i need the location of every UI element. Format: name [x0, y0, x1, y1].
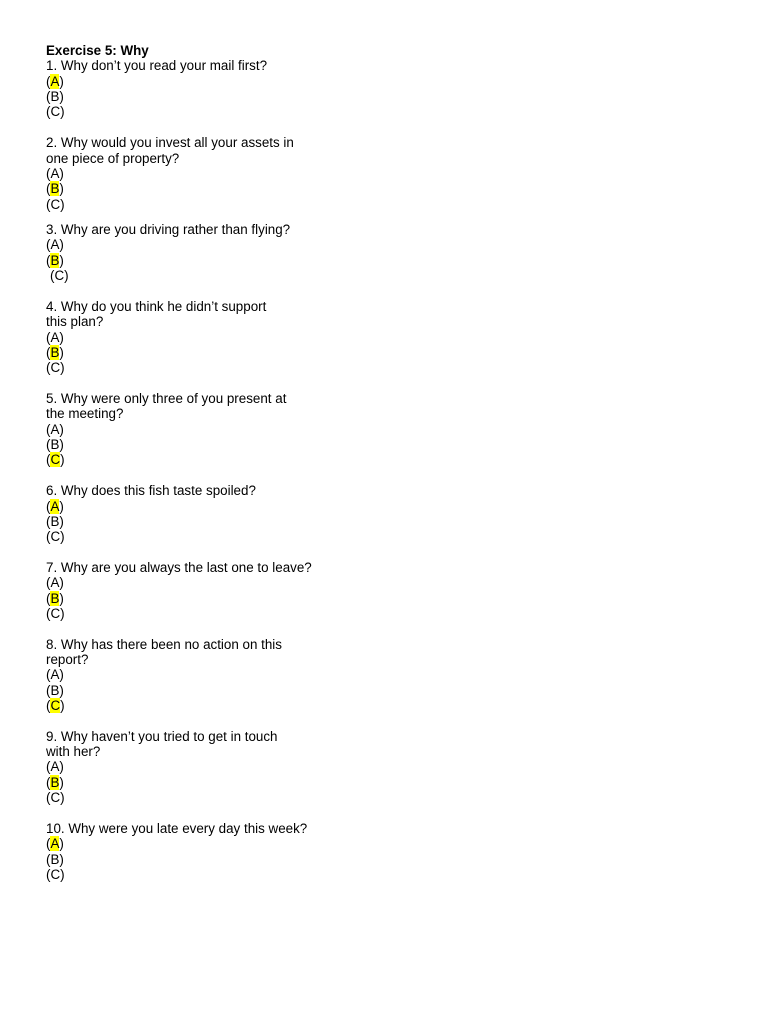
question-text: 7. Why are you always the last one to leave? [46, 560, 312, 576]
option-letter: A [50, 421, 60, 437]
option-letter: A [50, 165, 60, 181]
question-7 [46, 560, 746, 621]
option-letter: B [50, 682, 60, 698]
option-letter: A [50, 759, 60, 775]
option-letter-highlighted: B [50, 774, 60, 790]
answer-option-a: (A) [46, 498, 64, 514]
option-letter: A [50, 667, 60, 683]
answer-option-a: (A) [46, 836, 64, 852]
answer-option-c: (C) [50, 267, 69, 283]
question-6 [46, 483, 746, 544]
answer-option-b: (B) [46, 851, 64, 867]
answer-option-c: (C) [46, 606, 65, 622]
answer-option-a: (A) [46, 575, 64, 591]
answer-option-c: (C) [46, 529, 65, 545]
question-10 [46, 821, 746, 882]
answer-option-b: (B) [46, 513, 64, 529]
question-8 [46, 637, 746, 714]
answer-option-b: (B) [46, 252, 64, 268]
answer-option-b: (B) [46, 181, 64, 197]
option-letter-highlighted: B [50, 181, 60, 197]
answer-option-c: (C) [46, 452, 65, 468]
question-text: 2. Why would you invest all your assets in one piece of property? [46, 135, 294, 166]
option-letter: B [50, 437, 60, 453]
option-letter-highlighted: B [50, 590, 60, 606]
option-letter: A [50, 575, 60, 591]
question-text: 5. Why were only three of you present at the meeting? [46, 391, 287, 422]
exercise-sheet [46, 43, 746, 882]
answer-option-a: (A) [46, 329, 64, 345]
option-letter: C [50, 104, 61, 120]
option-letter: A [50, 329, 60, 345]
option-letter: C [50, 360, 61, 376]
answer-option-c: (C) [46, 697, 65, 713]
question-text: 6. Why does this fish taste spoiled? [46, 483, 256, 499]
answer-option-a: (A) [46, 165, 64, 181]
question-2 [46, 135, 746, 212]
option-letter-highlighted: B [50, 252, 60, 268]
answer-option-a: (A) [46, 237, 64, 253]
question-text: 1. Why don’t you read your mail first? [46, 58, 268, 74]
question-list [46, 58, 746, 882]
answer-option-a: (A) [46, 421, 64, 437]
answer-option-c: (C) [46, 196, 65, 212]
answer-option-c: (C) [46, 790, 65, 806]
answer-option-c: (C) [46, 104, 65, 120]
question-text: 8. Why has there been no action on this report? [46, 636, 282, 667]
option-letter: C [50, 606, 61, 622]
answer-option-b: (B) [46, 89, 64, 105]
answer-option-b: (B) [46, 682, 64, 698]
option-letter-highlighted: A [50, 73, 60, 89]
answer-option-b: (B) [46, 774, 64, 790]
question-text: 4. Why do you think he didn’t support this plan? [46, 298, 267, 330]
option-letter: C [50, 790, 61, 806]
question-4 [46, 299, 746, 376]
answer-option-a: (A) [46, 759, 64, 775]
question-3 [46, 222, 746, 283]
option-letter-highlighted: A [50, 836, 60, 852]
answer-option-c: (C) [46, 360, 65, 376]
answer-option-c: (C) [46, 866, 65, 882]
option-letter: C [54, 267, 65, 283]
option-letter: C [50, 866, 61, 882]
question-text: 9. Why haven’t you tried to get in touch with her? [46, 728, 278, 760]
answer-option-b: (B) [46, 437, 64, 453]
option-letter-highlighted: A [50, 498, 60, 514]
question-9 [46, 729, 746, 806]
option-letter-highlighted: B [50, 344, 60, 360]
question-1 [46, 58, 746, 119]
option-letter: B [50, 851, 60, 867]
option-letter: C [50, 529, 61, 545]
option-letter: C [50, 196, 61, 212]
answer-option-b: (B) [46, 590, 64, 606]
answer-option-b: (B) [46, 344, 64, 360]
answer-option-a: (A) [46, 667, 64, 683]
question-5 [46, 391, 746, 468]
option-letter: B [50, 89, 60, 105]
option-letter-highlighted: C [50, 452, 61, 468]
option-letter: B [50, 513, 60, 529]
option-letter: A [50, 237, 60, 253]
question-text: 10. Why were you late every day this week? [46, 820, 308, 836]
option-letter-highlighted: C [50, 697, 61, 713]
question-text: 3. Why are you driving rather than flying? [46, 221, 291, 237]
answer-option-a: (A) [46, 73, 64, 89]
exercise-title: Exercise 5: Why [46, 43, 149, 58]
